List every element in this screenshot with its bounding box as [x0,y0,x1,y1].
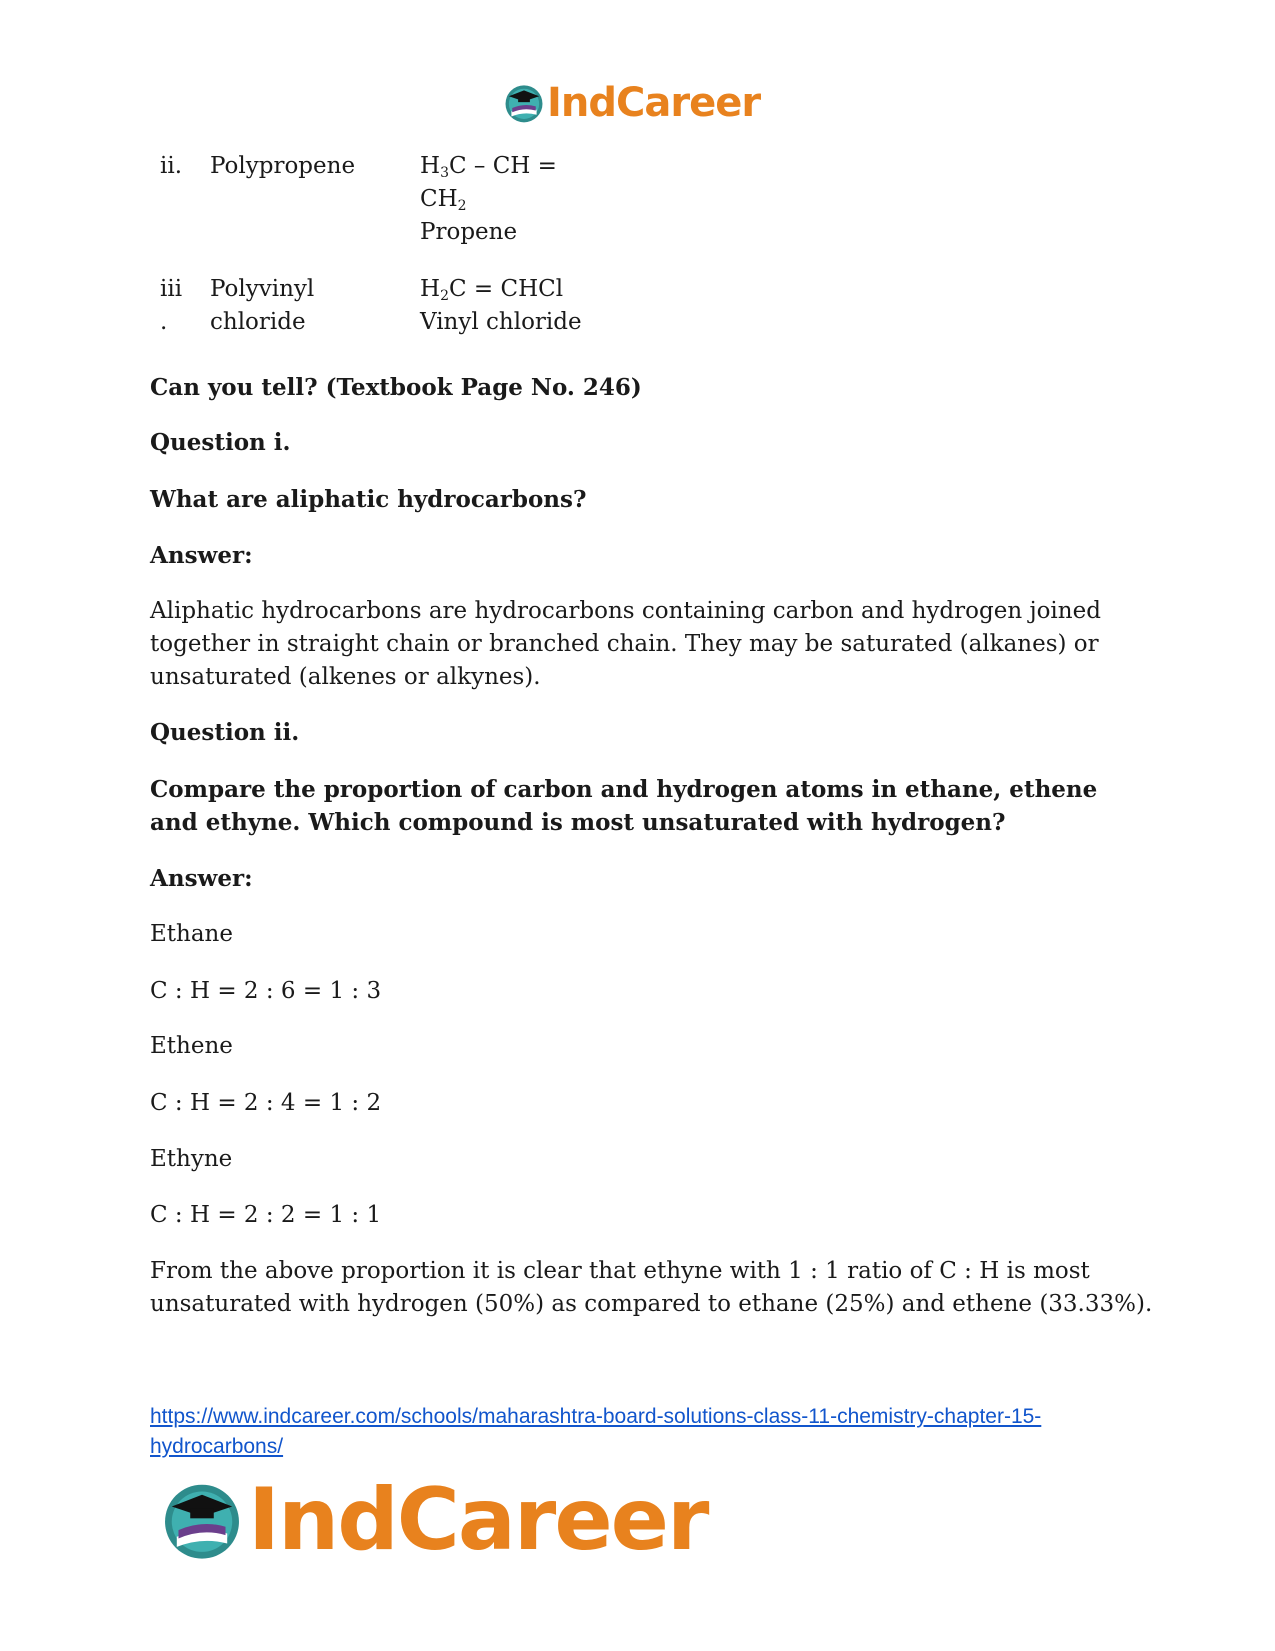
answer-1-label: Answer: [150,542,253,569]
monomer-name: Vinyl chloride [420,309,582,335]
indcareer-logo-bottom [160,1470,707,1570]
ethene-label: Ethene [150,1033,233,1059]
ethyne-label: Ethyne [150,1146,233,1172]
ethane-ratio: C : H = 2 : 6 = 1 : 3 [150,978,382,1004]
ethane-label: Ethane [150,921,233,947]
question-1-text: What are aliphatic hydrocarbons? [150,486,587,513]
question-2-text: Compare the proportion of carbon and hydrogen atoms in ethane, ethene and ethyne. Which compound is most unsaturated with hydrogen? [150,776,1098,836]
question-1-label: Question i. [150,429,291,456]
conclusion-text: From the above proportion it is clear that ethyne with 1 : 1 ratio of C : H is most unsaturated with hydrogen (50%) as compared to ethane (25%) and ethene (33.33%). [150,1258,1153,1317]
graduation-cap-book-logo-icon [503,82,545,124]
monomer-name: Propene [420,219,518,245]
polymer-name: Polyvinyl chloride [210,276,315,335]
answer-1-text: Aliphatic hydrocarbons are hydrocarbons containing carbon and hydrogen joined together in straight chain or branched chain. They may be saturated (alkanes) or unsaturated (alkenes or alkynes). [150,598,1101,690]
ethyne-ratio: C : H = 2 : 2 = 1 : 1 [150,1202,382,1228]
brand-name: IndCareer [248,1470,708,1570]
section-heading: Can you tell? (Textbook Page No. 246) [150,374,642,401]
brand-name: IndCareer [547,80,761,126]
source-link[interactable]: https://www.indcareer.com/schools/maharashtra-board-solutions-class-11-chemistry-chapter-15- hydrocarbons/ [150,1405,1042,1458]
polymer-number: ii. [160,153,183,179]
polymer-name: Polypropene [210,153,356,179]
polymer-number: iii . [160,276,183,335]
monomer-formula: $H_3C$ – CH = $CH_2$ Propene [420,153,557,245]
answer-2-label: Answer: [150,865,253,892]
monomer-formula: $H_2C$ = CHCl Vinyl chloride [420,276,582,335]
graduation-cap-book-logo-icon [160,1478,244,1562]
question-2-label: Question ii. [150,719,300,746]
indcareer-logo-top [503,80,760,126]
ethene-ratio: C : H = 2 : 4 = 1 : 2 [150,1090,382,1116]
